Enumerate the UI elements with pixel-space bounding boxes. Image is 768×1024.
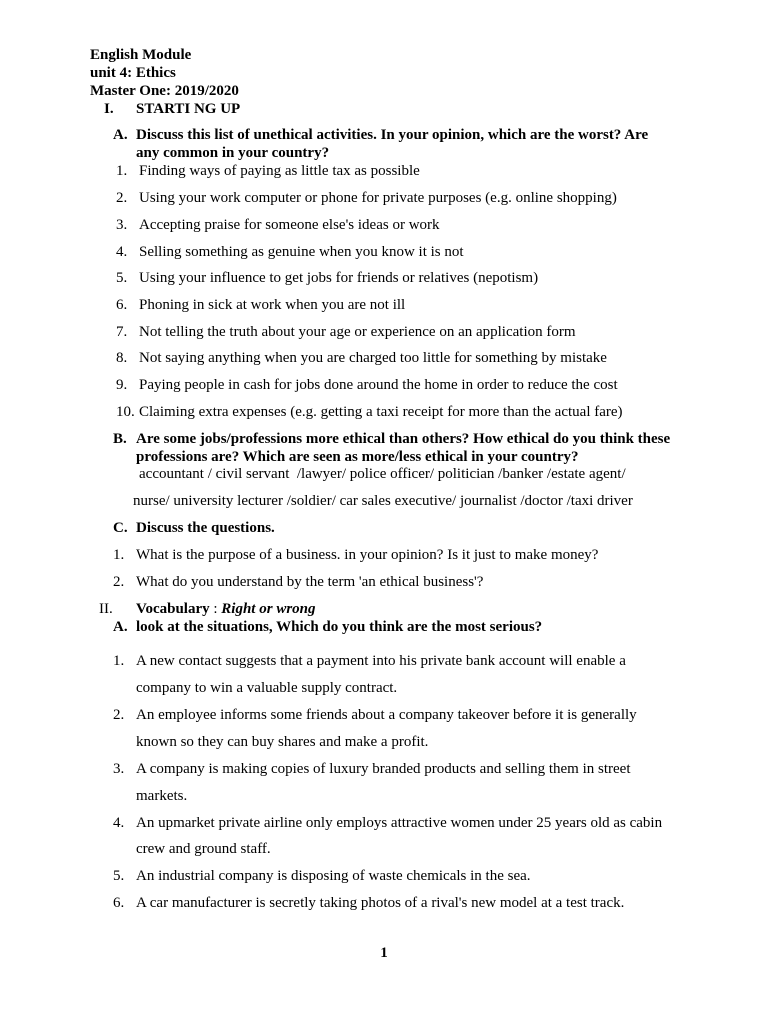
professions-list-line1: accountant / civil servant /lawyer/ police officer/ politician /banker /estate agent/ xyxy=(139,466,626,482)
list-item: Accepting praise for someone else's ideas or work xyxy=(139,217,440,233)
list-item-number: 2. xyxy=(113,707,125,723)
list-item: What is the purpose of a business. in your opinion? Is it just to make money? xyxy=(136,547,599,563)
list-item-number: 4. xyxy=(113,815,125,831)
list-item: Not saying anything when you are charged too little for something by mistake xyxy=(139,350,607,366)
list-item-number: 1. xyxy=(116,163,128,179)
list-item-number: 3. xyxy=(113,761,125,777)
subsection-A-question-line1: Discuss this list of unethical activities. In your opinion, which are the worst? Are xyxy=(136,127,649,143)
subsection-C-title: Discuss the questions. xyxy=(136,520,275,536)
list-item: Phoning in sick at work when you are not ill xyxy=(139,297,406,313)
subsection-A-marker: A. xyxy=(113,127,128,143)
subsection-2A-marker: A. xyxy=(113,619,128,635)
list-item-number: 5. xyxy=(116,270,128,286)
list-item-number: 6. xyxy=(116,297,128,313)
subsection-B-question-line2: professions are? Which are seen as more/less ethical in your country? xyxy=(136,449,579,465)
section-1-numeral: I. xyxy=(104,101,114,117)
list-item-number: 8. xyxy=(116,350,128,366)
list-item-number: 10. xyxy=(116,404,135,420)
list-item: An upmarket private airline only employs attractive women under 25 years old as cabin xyxy=(136,815,663,831)
section-2-separator: : xyxy=(209,601,222,617)
list-item: Claiming extra expenses (e.g. getting a taxi receipt for more than the actual fare) xyxy=(139,404,623,420)
subsection-A-question-line2: any common in your country? xyxy=(136,145,330,161)
list-item-number: 1. xyxy=(113,547,125,563)
academic-year: Master One: 2019/2020 xyxy=(90,83,239,99)
list-item-continued: known so they can buy shares and make a profit. xyxy=(136,734,429,750)
list-item: A new contact suggests that a payment into his private bank account will enable a xyxy=(136,653,626,669)
list-item: A car manufacturer is secretly taking photos of a rival's new model at a test track. xyxy=(136,895,625,911)
list-item-continued: markets. xyxy=(136,788,188,804)
list-item-number: 4. xyxy=(116,244,128,260)
list-item-number: 2. xyxy=(116,190,128,206)
list-item: Finding ways of paying as little tax as possible xyxy=(139,163,420,179)
unit-title: unit 4: Ethics xyxy=(90,65,176,81)
list-item: A company is making copies of luxury branded products and selling them in street xyxy=(136,761,631,777)
list-item: An employee informs some friends about a company takeover before it is generally xyxy=(136,707,637,723)
section-2-heading xyxy=(136,600,316,618)
list-item-number: 6. xyxy=(113,895,125,911)
list-item: Paying people in cash for jobs done around the home in order to reduce the cost xyxy=(139,377,618,393)
list-item-number: 2. xyxy=(113,574,125,590)
subsection-C-marker: C. xyxy=(113,520,128,536)
list-item-number: 3. xyxy=(116,217,128,233)
section-2-subtitle: Right or wrong xyxy=(221,601,316,617)
list-item: What do you understand by the term 'an ethical business'? xyxy=(136,574,484,590)
list-item: Not telling the truth about your age or experience on an application form xyxy=(139,324,576,340)
list-item-continued: company to win a valuable supply contract. xyxy=(136,680,398,696)
professions-list-line2: nurse/ university lecturer /soldier/ car sales executive/ journalist /doctor /taxi driver xyxy=(133,493,633,509)
list-item-continued: crew and ground staff. xyxy=(136,841,271,857)
list-item: Selling something as genuine when you know it is not xyxy=(139,244,464,260)
section-2-numeral: II. xyxy=(99,601,113,617)
section-2-title: Vocabulary xyxy=(136,601,210,617)
list-item: Using your influence to get jobs for friends or relatives (nepotism) xyxy=(139,270,539,286)
list-item-number: 9. xyxy=(116,377,128,393)
list-item-number: 7. xyxy=(116,324,128,340)
page-number: 1 xyxy=(380,945,388,961)
subsection-B-marker: B. xyxy=(113,431,127,447)
list-item: Using your work computer or phone for private purposes (e.g. online shopping) xyxy=(139,190,617,206)
subsection-B-question-line1: Are some jobs/professions more ethical than others? How ethical do you think these xyxy=(136,431,671,447)
list-item-number: 5. xyxy=(113,868,125,884)
section-1-title: STARTI NG UP xyxy=(136,101,241,117)
list-item: An industrial company is disposing of waste chemicals in the sea. xyxy=(136,868,531,884)
list-item-number: 1. xyxy=(113,653,125,669)
subsection-2A-title: look at the situations, Which do you think are the most serious? xyxy=(136,619,543,635)
module-title: English Module xyxy=(90,47,192,63)
